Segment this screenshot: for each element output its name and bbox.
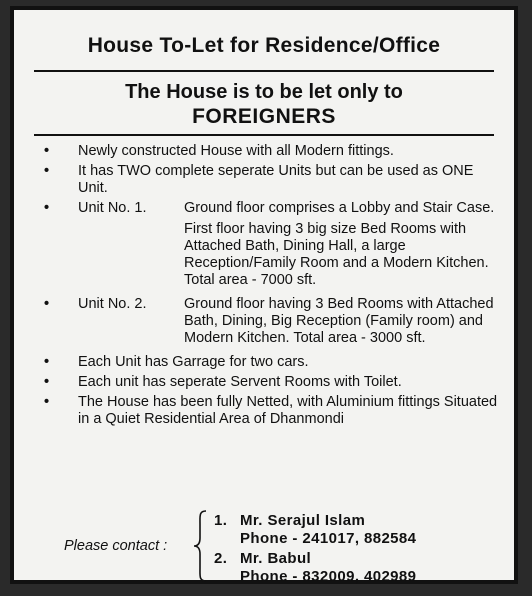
person-details (240, 550, 416, 586)
unit-description (184, 296, 498, 351)
contact-persons (214, 512, 416, 588)
contact-section (64, 510, 504, 588)
feature-text: Newly constructed House with all Modern fittings. (78, 143, 394, 159)
unit-label: Unit No. 1. (78, 200, 147, 216)
bullet-icon: • (44, 354, 50, 370)
feature-list (42, 143, 498, 431)
subhead-line-1: The House is to be let only to (125, 81, 403, 103)
feature-text: The House has been fully Netted, with Aluminium fittings Situated in a Quiet Residential Area of Dhanmondi (78, 394, 498, 427)
unit-paragraph: First floor having 3 big size Bed Rooms with Attached Bath, Dining Hall, a large Reception/Family Room and a Modern Kitchen. Total area - 7000 sft. (184, 221, 489, 288)
classified-ad (10, 6, 518, 584)
contact-person-2 (214, 550, 416, 586)
person-phone: Phone - 241017, 882584 (240, 530, 417, 547)
bullet-icon: • (44, 200, 50, 216)
person-phone: Phone - 832009, 402989 (240, 568, 417, 585)
list-item (42, 374, 498, 391)
person-name: Mr. Serajul Islam (240, 512, 366, 529)
person-number: 1. (214, 512, 228, 529)
unit-paragraph: Ground floor having 3 Bed Rooms with Attached Bath, Dining, Big Reception (Family room) and Modern Kitchen. Total area - 3000 sft. (184, 296, 494, 346)
person-name: Mr. Babul (240, 550, 312, 567)
feature-text: Each unit has seperate Servent Rooms with Toilet. (78, 374, 402, 390)
list-item (42, 143, 498, 160)
list-item-unit-1 (42, 200, 498, 293)
list-item-unit-2 (42, 296, 498, 351)
list-item (42, 394, 498, 428)
bullet-icon: • (44, 374, 50, 390)
curly-brace-icon (192, 510, 208, 582)
unit-paragraph: Ground floor comprises a Lobby and Stair Case. (184, 200, 495, 216)
bullet-icon: • (44, 394, 50, 410)
feature-text: It has TWO complete seperate Units but can be used as ONE Unit. (78, 163, 474, 196)
unit-description (184, 200, 498, 293)
person-details (240, 512, 416, 548)
feature-text: Each Unit has Garrage for two cars. (78, 354, 309, 370)
divider-top (34, 70, 494, 72)
contact-label: Please contact : (64, 538, 168, 554)
list-item (42, 354, 498, 371)
unit-label: Unit No. 2. (78, 296, 147, 312)
divider-bottom (34, 134, 494, 136)
ad-headline: House To-Let for Residence/Office (87, 34, 441, 57)
list-item (42, 163, 498, 197)
bullet-icon: • (44, 296, 50, 312)
contact-person-1 (214, 512, 416, 548)
person-number: 2. (214, 550, 228, 567)
bullet-icon: • (44, 143, 50, 159)
bullet-icon: • (44, 163, 50, 179)
subhead-line-2: FOREIGNERS (192, 105, 336, 128)
